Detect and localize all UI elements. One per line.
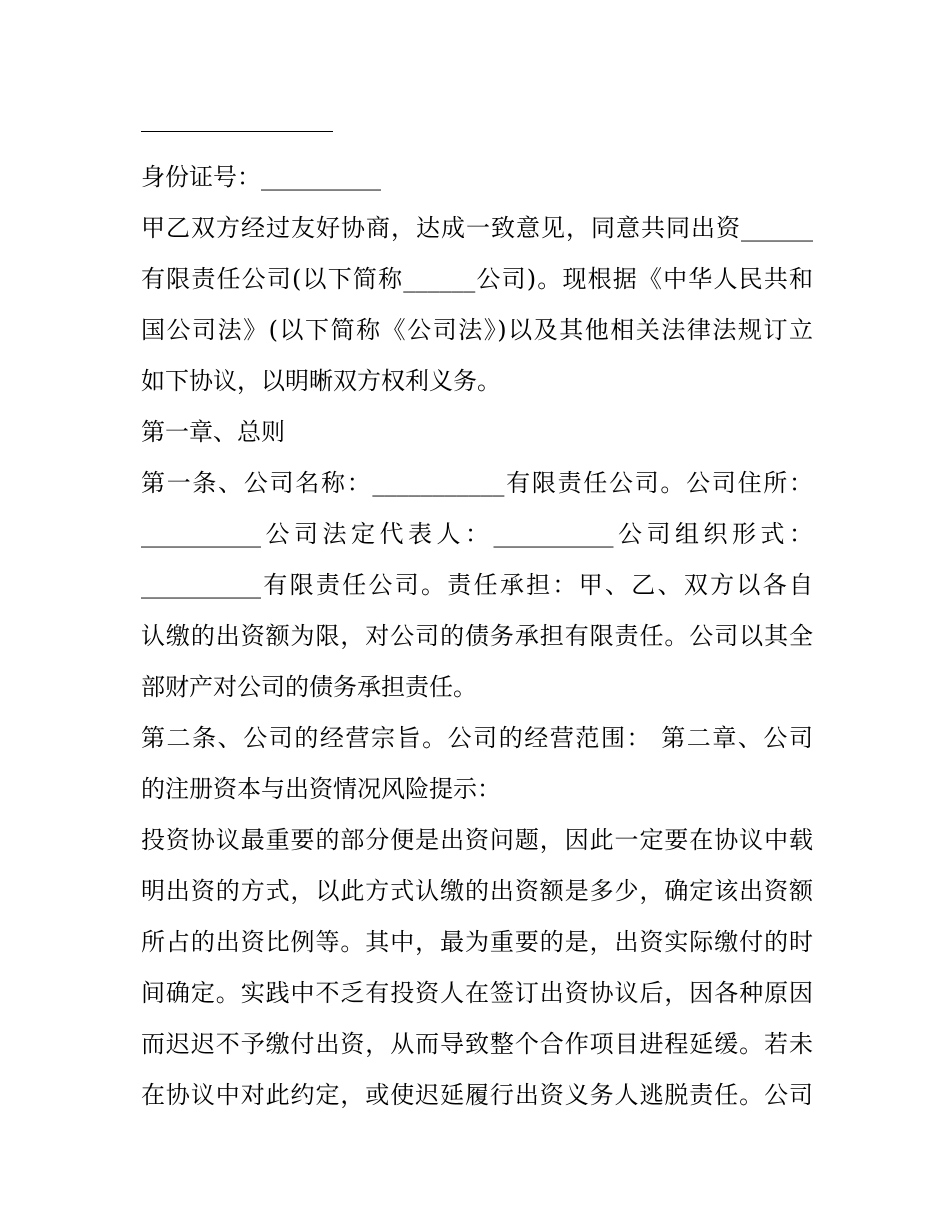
article-line: __________有限责任公司。责任承担：甲、乙、双方以各自	[141, 571, 813, 599]
paragraph-line: 有限责任公司(以下简称______公司)。现根据《中华人民共和	[141, 265, 813, 293]
paragraph-line: 所占的出资比例等。其中，最为重要的是，出资实际缴付的时	[141, 928, 813, 956]
paragraph-line: 国公司法》(以下简称《公司法》)以及其他相关法律法规订立	[141, 316, 813, 344]
article-line: 认缴的出资额为限，对公司的债务承担有限责任。公司以其全	[141, 622, 813, 650]
paragraph-line: 甲乙双方经过友好协商，达成一致意见，同意共同出资______	[141, 214, 813, 242]
risk-heading-line: 的注册资本与出资情况风险提示：	[141, 775, 501, 803]
id-number-line: 身份证号：__________	[141, 163, 381, 191]
chapter-heading: 第一章、总则	[141, 418, 285, 446]
article-line: __________公司法定代表人：__________公司组织形式：	[141, 520, 813, 548]
paragraph-line: 间确定。实践中不乏有投资人在签订出资协议后，因各种原因	[141, 979, 813, 1007]
article-line: 第二条、公司的经营宗旨。公司的经营范围： 第二章、公司	[141, 724, 813, 752]
document-body	[141, 152, 813, 1121]
article-line: 第一条、公司名称：___________有限责任公司。公司住所：	[141, 469, 813, 497]
paragraph-line: 投资协议最重要的部分便是出资问题，因此一定要在协议中载	[141, 826, 813, 854]
paragraph-line: 在协议中对此约定，或使迟延履行出资义务人逃脱责任。公司	[141, 1081, 813, 1109]
paragraph-line: 明出资的方式，以此方式认缴的出资额是多少，确定该出资额	[141, 877, 813, 905]
paragraph-line: 而迟迟不予缴付出资，从而导致整个合作项目进程延缓。若未	[141, 1030, 813, 1058]
paragraph-line: 如下协议，以明晰双方权利义务。	[141, 367, 501, 395]
article-line: 部财产对公司的债务承担责任。	[141, 673, 477, 701]
top-signature-line	[141, 131, 333, 132]
